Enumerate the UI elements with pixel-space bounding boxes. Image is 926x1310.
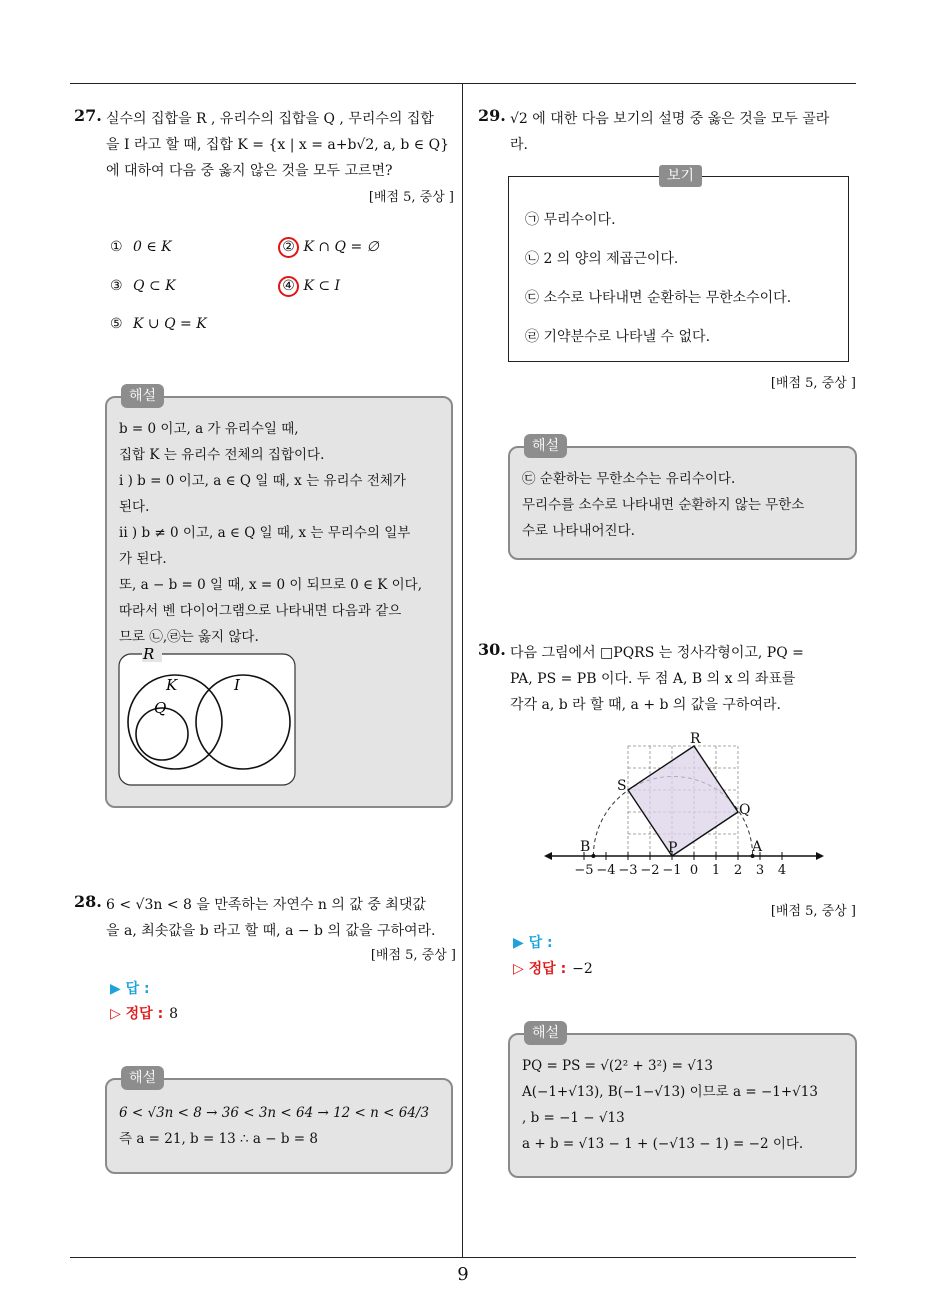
solution-29-line: 수로 나타내어진다. xyxy=(522,523,635,539)
venn-label-r: R xyxy=(143,648,155,663)
label-q: Q xyxy=(739,802,751,818)
solution-28-line2: 즉 a = 21, b = 13 ∴ a − b = 8 xyxy=(119,1131,318,1147)
tick-label: −1 xyxy=(662,863,682,878)
question-30-line2: PA, PS = PB 이다. 두 점 A, B 의 x 의 좌표를 xyxy=(510,671,796,687)
tick-label: −5 xyxy=(574,863,594,878)
choice-4[interactable]: ④ K ⊂ I xyxy=(281,276,340,297)
choice-3[interactable]: ③ Q ⊂ K xyxy=(110,278,176,294)
label-p: P xyxy=(668,840,678,856)
solution-30-box xyxy=(508,1025,857,1178)
solution-27-line: b = 0 이고, a 가 유리수일 때, xyxy=(119,421,299,437)
square-figure-svg xyxy=(540,730,830,880)
square-pqrs xyxy=(628,746,738,856)
solution-28-line1: 6 < √3n < 8 → 36 < 3n < 64 → 12 < n < 64/3 xyxy=(119,1105,430,1121)
question-30-number: 30. xyxy=(478,640,506,659)
solution-28-box xyxy=(105,1070,453,1174)
page-number: 9 xyxy=(457,1264,469,1285)
question-29-line1: √2 에 대한 다음 보기의 설명 중 옳은 것을 모두 골라 xyxy=(510,111,830,127)
solution-29-line: 무리수를 소수로 나타내면 순환하지 않는 무한소 xyxy=(522,497,805,513)
solution-29-line: ㉢ 순환하는 무한소수는 유리수이다. xyxy=(522,471,736,487)
solution-29-box xyxy=(508,438,857,560)
correct-28-value: 8 xyxy=(169,1006,179,1022)
choice-1[interactable]: ① 0 ∈ K xyxy=(110,239,172,255)
x-axis-right-arrow xyxy=(816,852,824,860)
question-28-score: [배점 5, 중상 ] xyxy=(370,948,456,963)
venn-universe-rect xyxy=(119,654,295,785)
solution-30-tag: 해설 xyxy=(524,1021,567,1045)
point-b xyxy=(591,854,595,858)
question-29-number: 29. xyxy=(478,106,506,125)
label-a: A xyxy=(752,839,763,855)
answer-30-label: ▶ 답 : xyxy=(513,935,553,951)
tick-label: 4 xyxy=(777,863,787,878)
solution-30-line: , b = −1 − √13 xyxy=(522,1110,625,1126)
correct-28-label: ▷ 정답 : xyxy=(110,1006,164,1022)
solution-29-tag: 해설 xyxy=(524,434,567,458)
bogi-item-3: ㉢ 소수로 나타내면 순환하는 무한소수이다. xyxy=(525,290,792,306)
solution-27-line: ii ) b ≠ 0 이고, a ∈ Q 일 때, x 는 무리수의 일부 xyxy=(119,525,411,541)
bogi-tag: 보기 xyxy=(659,165,702,187)
solution-28-tag: 해설 xyxy=(121,1066,164,1090)
solution-30-line: a + b = √13 − 1 + (−√13 − 1) = −2 이다. xyxy=(522,1136,804,1152)
label-r: R xyxy=(690,731,701,747)
correct-30-label: ▷ 정답 : xyxy=(513,961,567,977)
tick-label: −4 xyxy=(596,863,616,878)
question-27-line3: 에 대하여 다음 중 옳지 않은 것을 모두 고르면? xyxy=(106,163,393,179)
solution-27-line: 또, a − b = 0 일 때, x = 0 이 되므로 0 ∈ K 이다, xyxy=(119,577,422,593)
solution-30-line: PQ = PS = √(2² + 3²) = √13 xyxy=(522,1058,713,1074)
tick-label: 3 xyxy=(755,863,765,878)
question-29-line2: 라. xyxy=(510,137,528,153)
tick-label: −2 xyxy=(640,863,660,878)
question-30-score: [배점 5, 중상 ] xyxy=(770,904,856,919)
solution-27-tag: 해설 xyxy=(121,384,164,408)
label-s: S xyxy=(617,778,627,794)
top-rule xyxy=(70,83,856,84)
venn-label-q: Q xyxy=(154,699,167,717)
solution-27-line: 므로 ㉡,㉣는 옳지 않다. xyxy=(119,629,259,645)
solution-27-line: i ) b = 0 이고, a ∈ Q 일 때, x 는 유리수 전체가 xyxy=(119,473,406,489)
venn-svg xyxy=(118,648,298,788)
answer-circle-2: ② xyxy=(278,237,299,258)
venn-label-k: K xyxy=(166,676,178,694)
question-30-line1: 다음 그림에서 □PQRS 는 정사각형이고, PQ = xyxy=(510,645,804,661)
label-b: B xyxy=(580,839,591,855)
question-27-score: [배점 5, 중상 ] xyxy=(368,190,454,205)
bottom-rule xyxy=(70,1257,856,1258)
venn-diagram xyxy=(118,648,298,788)
solution-27-line: 된다. xyxy=(119,499,150,515)
bogi-item-1: ㉠ 무리수이다. xyxy=(525,212,616,228)
question-27-line2: 을 I 라고 할 때, 집합 K = {x | x = a+b√2, a, b ∈ Q} xyxy=(106,137,450,153)
question-27-number: 27. xyxy=(74,106,102,125)
solution-27-line: 가 된다. xyxy=(119,551,167,567)
question-29-score: [배점 5, 중상 ] xyxy=(770,376,856,391)
x-axis-left-arrow xyxy=(544,852,552,860)
bogi-box xyxy=(508,168,849,362)
question-27-line1: 실수의 집합을 R , 유리수의 집합을 Q , 무리수의 집합 xyxy=(106,111,434,127)
correct-30 xyxy=(513,958,593,978)
column-divider xyxy=(462,83,463,1258)
tick-label: 0 xyxy=(689,863,699,878)
correct-30-value: −2 xyxy=(572,961,593,977)
bogi-item-2: ㉡ 2 의 양의 제곱근이다. xyxy=(525,251,679,267)
choice-5[interactable]: ⑤ K ∪ Q = K xyxy=(110,316,207,332)
tick-label: 2 xyxy=(733,863,743,878)
question-28-line2: 을 a, 최솟값을 b 라고 할 때, a − b 의 값을 구하여라. xyxy=(106,923,436,939)
square-figure xyxy=(540,730,830,880)
question-30-line3: 각각 a, b 라 할 때, a + b 의 값을 구하여라. xyxy=(510,697,781,713)
bogi-item-4: ㉣ 기약분수로 나타낼 수 없다. xyxy=(525,329,711,345)
solution-30-line: A(−1+√13), B(−1−√13) 이므로 a = −1+√13 xyxy=(522,1084,818,1100)
choice-2[interactable]: ② K ∩ Q = ∅ xyxy=(281,237,379,258)
correct-28 xyxy=(110,1003,178,1023)
venn-label-i: I xyxy=(234,676,240,694)
solution-27-line: 따라서 벤 다이어그램으로 나타내면 다음과 같으 xyxy=(119,603,402,619)
question-28-line1: 6 < √3n < 8 을 만족하는 자연수 n 의 값 중 최댓값 xyxy=(106,897,426,913)
answer-circle-4: ④ xyxy=(278,276,299,297)
solution-27-line: 집합 K 는 유리수 전체의 집합이다. xyxy=(119,447,325,463)
answer-28-label: ▶ 답 : xyxy=(110,981,150,997)
tick-label: 1 xyxy=(711,863,721,878)
question-28-number: 28. xyxy=(74,892,102,911)
tick-label: −3 xyxy=(618,863,638,878)
